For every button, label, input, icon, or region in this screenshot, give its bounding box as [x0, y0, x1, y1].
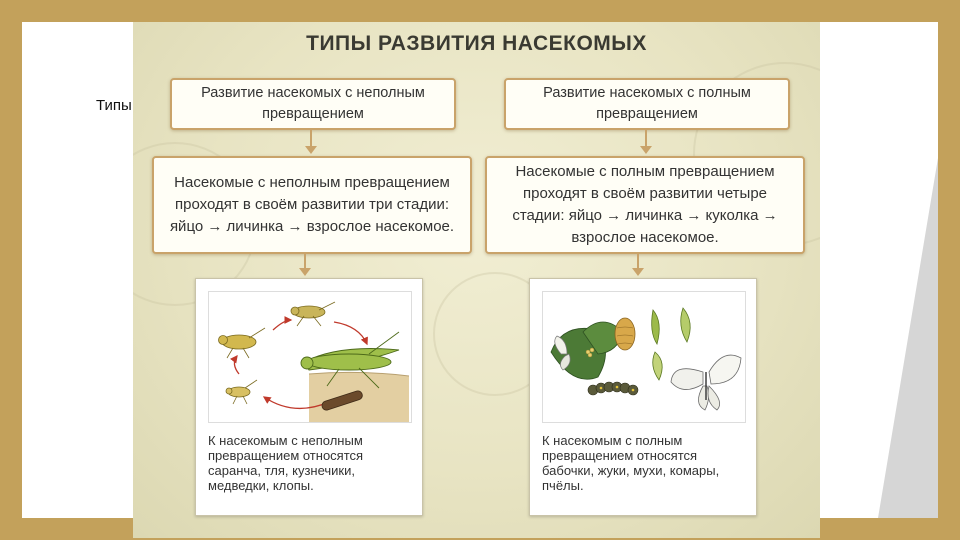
- grasshopper-life-cycle-image: [208, 291, 412, 423]
- diagram-title: ТИПЫ РАЗВИТИЯ НАСЕКОМЫХ: [306, 32, 647, 55]
- incomplete-metamorphosis-heading: [170, 78, 456, 130]
- slide-corner-decoration: [878, 158, 938, 518]
- connector-arrow: [632, 268, 644, 276]
- connector-arrow: [305, 146, 317, 154]
- incomplete-metamorphosis-examples: К насекомым с неполным превращением относятся саранча, тля, кузнечики, медведки, клопы.: [208, 433, 364, 493]
- complete-metamorphosis-examples: К насекомым с полным превращением относятся бабочки, жуки, мухи, комары, пчёлы.: [542, 433, 720, 493]
- slide-title: Типы: [96, 97, 132, 114]
- connector-line: [304, 254, 306, 268]
- butterfly-cycle-illustration: [543, 292, 745, 422]
- connector-line: [637, 254, 639, 268]
- incomplete-metamorphosis-card: [195, 278, 423, 516]
- complete-metamorphosis-heading: [504, 78, 790, 130]
- grasshopper-cycle-illustration: [209, 292, 411, 422]
- complete-metamorphosis-description: [485, 156, 805, 254]
- connector-arrow: [640, 146, 652, 154]
- complete-metamorphosis-card: [529, 278, 757, 516]
- diagram-panel: [133, 22, 820, 538]
- incomplete-metamorphosis-description-text: Насекомые с неполным превращением проходят в своём развитии три стадии: яйцо → личинка → взрослое насекомое.: [169, 174, 455, 235]
- complete-metamorphosis-heading-text: Развитие насекомых с полным превращением: [543, 85, 751, 122]
- connector-arrow: [299, 268, 311, 276]
- complete-metamorphosis-description-text: Насекомые с полным превращением проходят в своём развитии четыре стадии: яйцо → личинка → куколка → взрослое насекомое.: [512, 163, 778, 246]
- butterfly-life-cycle-image: [542, 291, 746, 423]
- incomplete-metamorphosis-description: [152, 156, 472, 254]
- incomplete-metamorphosis-heading-text: Развитие насекомых с неполным превращением: [201, 85, 425, 122]
